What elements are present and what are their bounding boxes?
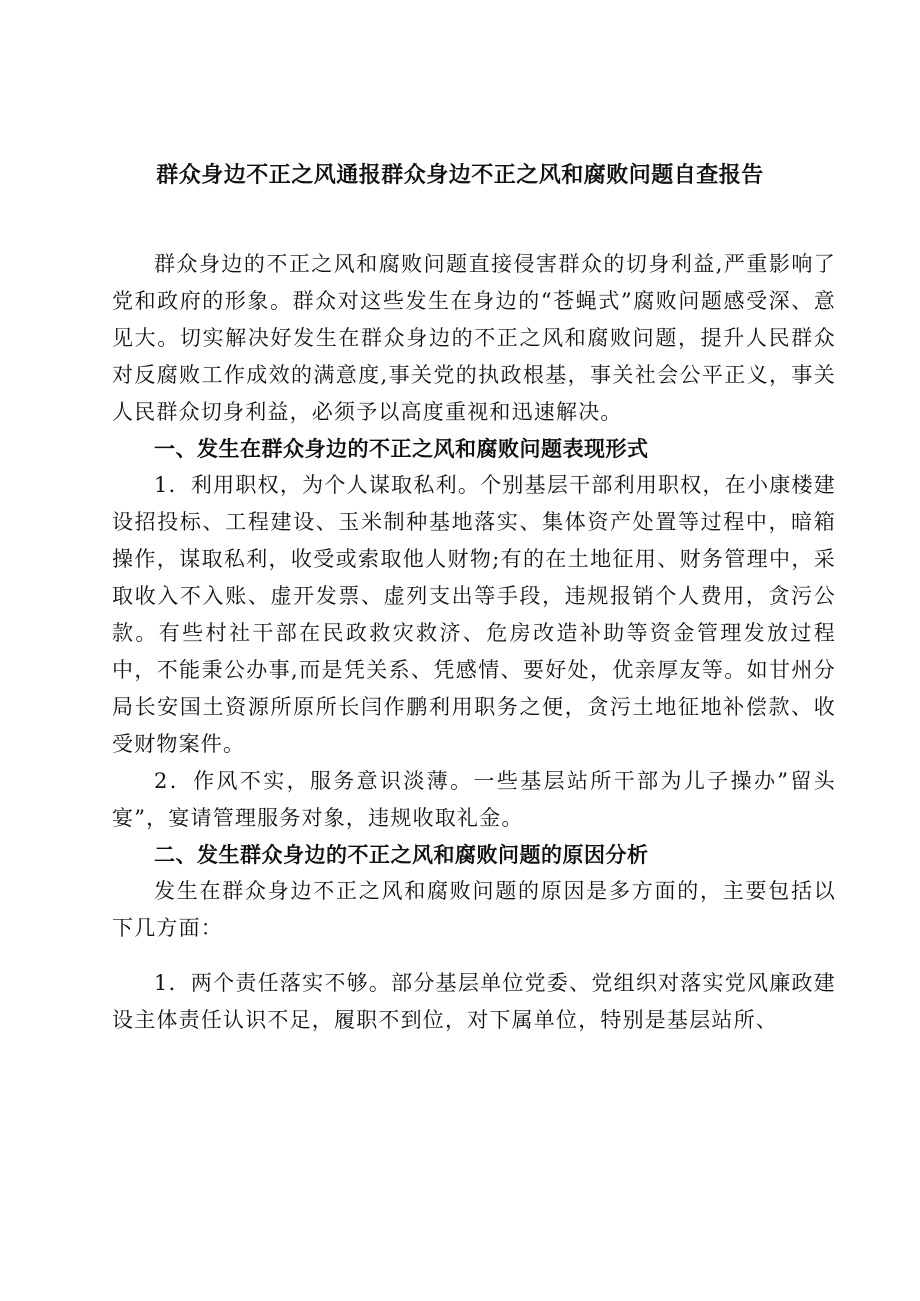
intro-paragraph: 群众身边的不正之风和腐败问题直接侵害群众的切身利益,严重影响了党和政府的形象。群众对这些发生在身边的“苍蝇式”腐败问题感受深、意见大。切实解决好发生在群众身边的不正之风和腐败问题，提升人民群众对反腐败工作成效的满意度,事关党的执政根基，事关社会公平正义，事关人民群众切身利益，必须予以高度重视和迅速解决。 — [112, 252, 836, 424]
section-1-item-2: 2．作风不实，服务意识淡薄。一些基层站所干部为儿子操办”留头宴”，宴请管理服务对象，违规收取礼金。 — [112, 768, 836, 830]
section-1-item-1: 1．利用职权，为个人谋取私利。个别基层干部利用职权，在小康楼建设招投标、工程建设、玉米制种基地落实、集体资产处置等过程中，暗箱操作，谋取私利，收受或索取他人财物;有的在土地征用、财务管理中，采取收入不入账、虚开发票、虚列支出等手段，违规报销个人费用，贪污公款。有些村社干部在民政救灾救济、危房改造补助等资金管理发放过程中，不能秉公办事,而是凭关系、凭感情、要好处，优亲厚友等。如甘州分局长安国土资源所原所长闫作鹏利用职务之便，贪污土地征地补偿款、收受财物案件。 — [112, 473, 836, 756]
document-title: 群众身边不正之风通报群众身边不正之风和腐败问题自查报告 — [156, 163, 764, 188]
section-2-heading: 二、发生群众身边的不正之风和腐败问题的原因分析 — [154, 842, 649, 867]
section-2-intro: 发生在群众身边不正之风和腐败问题的原因是多方面的，主要包括以下几方面： — [112, 879, 836, 941]
section-2-item-1: 1．两个责任落实不够。部分基层单位党委、党组织对落实党风廉政建设主体责任认识不足，履职不到位，对下属单位，特别是基层站所、 — [112, 971, 836, 1033]
paragraph-gap — [112, 947, 836, 965]
document-body — [112, 246, 836, 1039]
section-1-heading: 一、发生在群众身边的不正之风和腐败问题表现形式 — [154, 436, 649, 461]
